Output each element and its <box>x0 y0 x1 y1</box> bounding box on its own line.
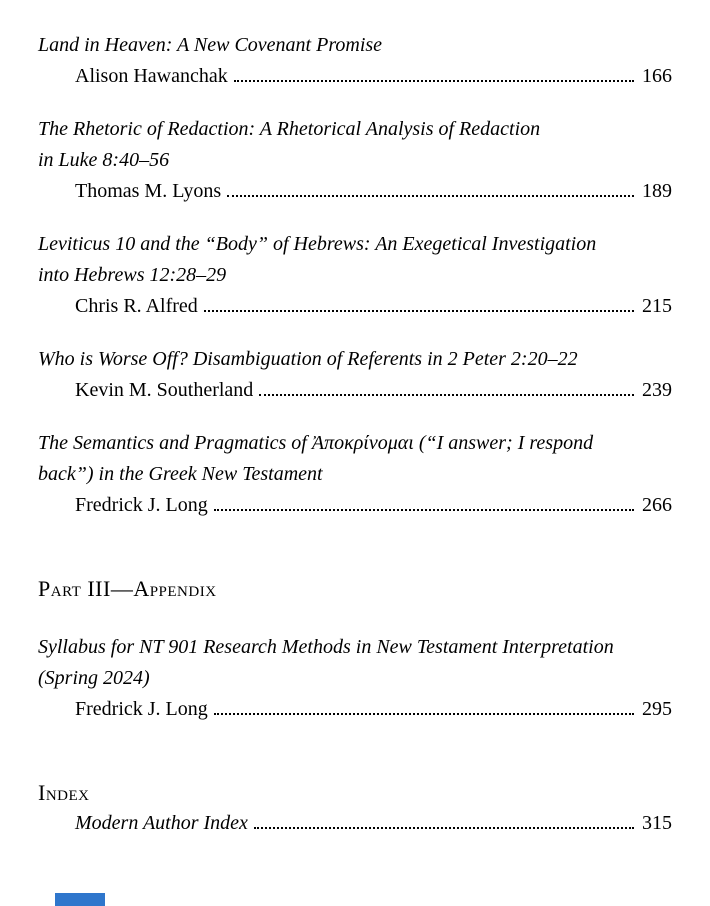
dot-leader <box>214 713 634 715</box>
author-name: Fredrick J. Long <box>75 698 208 720</box>
entry-author-row <box>75 375 672 406</box>
entry-title-line: The Semantics and Pragmatics of Ἀποκρίνομαι (“I answer; I respond <box>38 432 594 454</box>
entry-title-line: Leviticus 10 and the “Body” of Hebrews: An Exegetical Investigation <box>38 233 597 255</box>
entry-page-number: 315 <box>642 812 672 834</box>
entry-title-line: The Rhetoric of Redaction: A Rhetorical Analysis of Redaction <box>38 118 541 140</box>
entry-page-number: 295 <box>642 698 672 720</box>
author-name: Thomas M. Lyons <box>75 180 222 202</box>
entry-author-row <box>75 490 672 521</box>
author-name: Kevin M. Southerland <box>75 379 254 401</box>
entry-title-line: Land in Heaven: A New Covenant Promise <box>38 34 383 56</box>
entry-page-number: 215 <box>642 295 672 317</box>
toc-entry <box>38 428 672 521</box>
entry-title-line: into Hebrews 12:28–29 <box>38 264 227 286</box>
author-name: Fredrick J. Long <box>75 494 208 516</box>
entry-title-line: Syllabus for NT 901 Research Methods in New Testament Interpretation <box>38 636 614 658</box>
part-heading: Part III—Appendix <box>38 576 217 601</box>
index-heading: Index <box>38 780 90 805</box>
dot-leader <box>204 310 634 312</box>
author-name: Alison Hawanchak <box>75 65 228 87</box>
toc-entry <box>38 229 672 322</box>
dot-leader <box>254 827 634 829</box>
index-entry <box>75 808 672 839</box>
entry-author-row <box>75 291 672 322</box>
entry-author-row <box>75 694 672 725</box>
entry-page-number: 189 <box>642 180 672 202</box>
dot-leader <box>234 80 634 82</box>
toc-entry <box>38 632 672 725</box>
entry-title-line: Who is Worse Off? Disambiguation of Referents in 2 Peter 2:20–22 <box>38 348 578 370</box>
dot-leader <box>227 195 634 197</box>
entry-title-line: back”) in the Greek New Testament <box>38 463 323 485</box>
entry-title-line: (Spring 2024) <box>38 667 150 689</box>
toc-entry <box>38 30 672 92</box>
dot-leader <box>259 394 634 396</box>
toc-entry <box>38 114 672 207</box>
entry-page-number: 266 <box>642 494 672 516</box>
entry-page-number: 166 <box>642 65 672 87</box>
entry-author-row <box>75 61 672 92</box>
entry-author-row <box>75 176 672 207</box>
entry-title-line: in Luke 8:40–56 <box>38 149 170 171</box>
entry-page-number: 239 <box>642 379 672 401</box>
toc-entry <box>38 344 672 406</box>
author-name: Chris R. Alfred <box>75 295 198 317</box>
dot-leader <box>214 509 634 511</box>
index-entry-title: Modern Author Index <box>75 812 248 834</box>
bottom-blue-bar <box>55 893 105 906</box>
